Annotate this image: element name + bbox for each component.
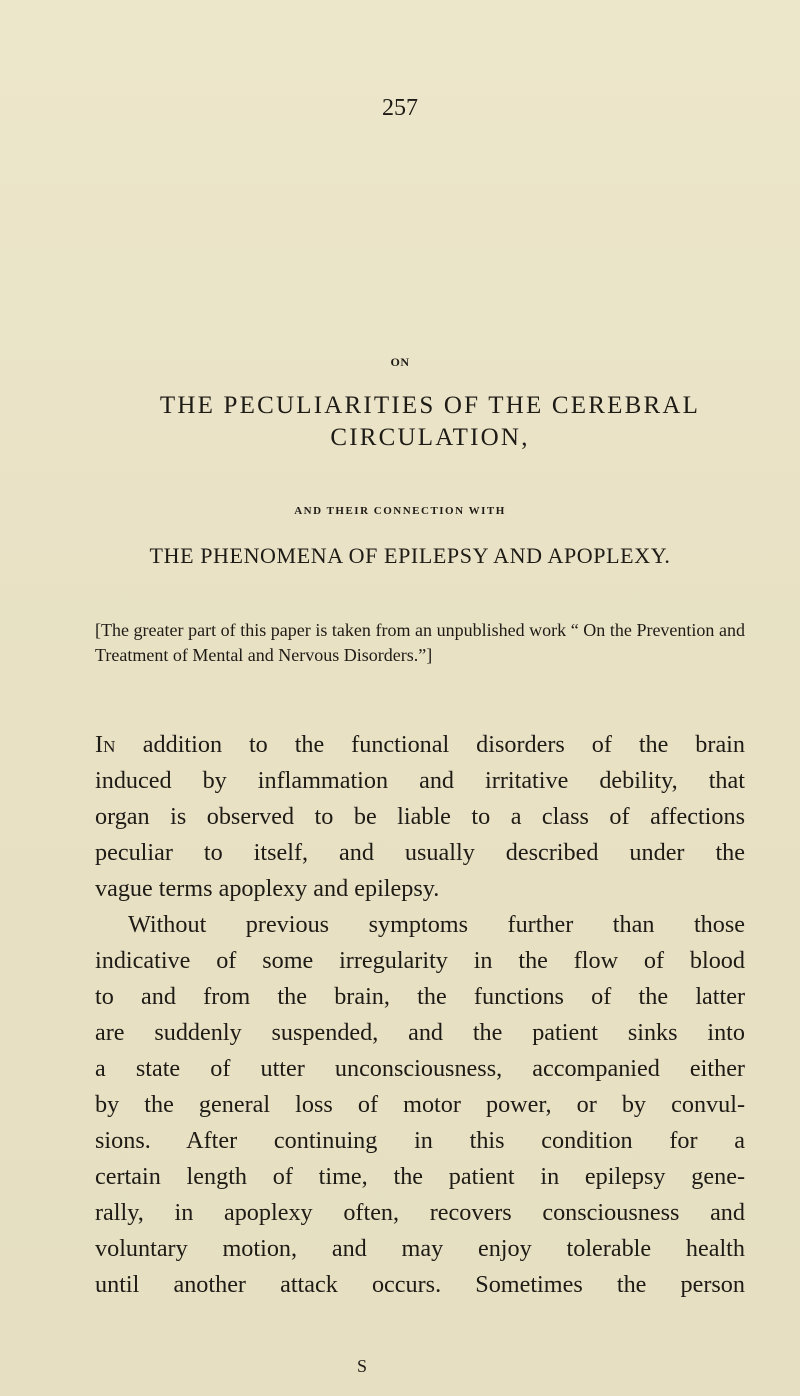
body-text (95, 727, 745, 1303)
page-number: 257 (382, 95, 418, 121)
paragraph-2-line-7: sions. After continuing in this condition for a (95, 1127, 745, 1154)
title-line-1: THE PECULIARITIES OF THE CEREBRAL (159, 392, 701, 419)
paragraph-1-line-2: induced by inflammation and irritative debility, that (95, 767, 745, 794)
paragraph-1-line-5: vague terms apoplexy and epilepsy. (95, 875, 440, 902)
paragraph-1-line-4: peculiar to itself, and usually described under the (95, 839, 745, 866)
article-subtitle: THE PHENOMENA OF EPILEPSY AND APOPLEXY. (149, 543, 671, 568)
paragraph-2-line-4: are suddenly suspended, and the patient sinks into (95, 1019, 745, 1046)
paragraph-2-line-5: a state of utter unconsciousness, accompanied either (95, 1055, 745, 1082)
signature-mark: S (357, 1356, 368, 1376)
article-title (100, 390, 760, 454)
paragraph-2-line-9: rally, in apoplexy often, recovers consciousness and (95, 1199, 745, 1226)
paragraph-2-line-2: indicative of some irregularity in the flow of blood (95, 947, 745, 974)
paragraph-1-line-3: organ is observed to be liable to a class of affections (95, 803, 745, 830)
drop-cap-smallcaps: N (103, 737, 116, 756)
paragraph-2-line-11: until another attack occurs. Sometimes the person (95, 1271, 745, 1298)
paragraph-2-line-6: by the general loss of motor power, or by convul- (95, 1091, 745, 1118)
title-line-2: CIRCULATION, (330, 424, 530, 451)
title-kicker: ON (390, 355, 410, 369)
paragraph-2-line-10: voluntary motion, and may enjoy tolerable health (95, 1235, 745, 1262)
paragraph-2-line-3: to and from the brain, the functions of the latter (95, 983, 745, 1010)
paragraph-1-line-1: IN addition to the functional disorders of the brain (95, 731, 745, 758)
paragraph-2-line-8: certain length of time, the patient in epilepsy gene- (95, 1163, 745, 1190)
drop-cap-initial: I (95, 731, 104, 758)
editorial-note: [The greater part of this paper is taken from an unpublished work “ On the Prevention and Treatment of Mental and Nervous Disorders.”] (95, 620, 745, 665)
title-connector: AND THEIR CONNECTION WITH (294, 505, 506, 517)
paragraph-2-line-1: Without previous symptoms further than those (128, 911, 745, 938)
